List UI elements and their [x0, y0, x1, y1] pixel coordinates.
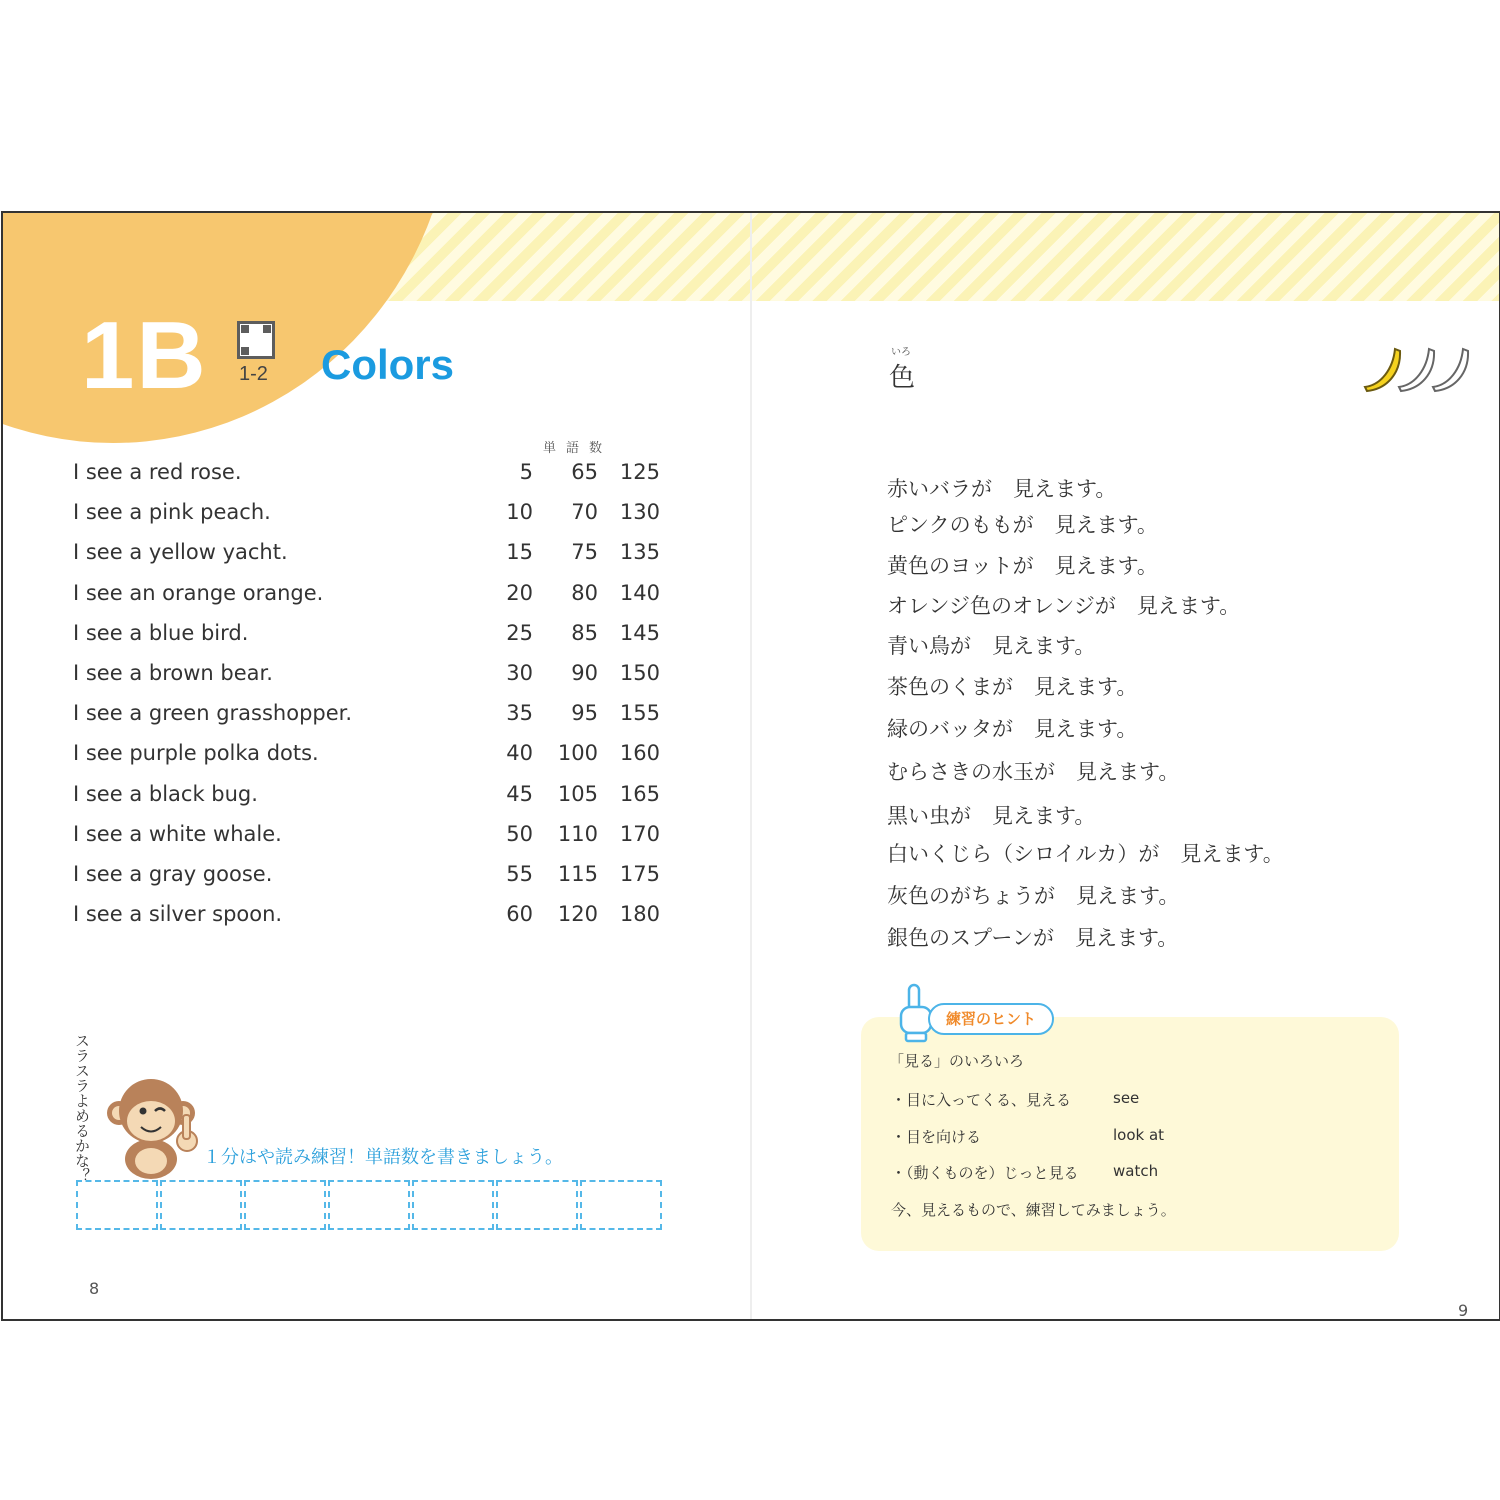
word-count: 15	[506, 540, 533, 565]
hint-intro: 「見る」のいろいろ	[889, 1052, 1025, 1070]
sentence-row	[73, 581, 663, 621]
word-count: 85	[571, 620, 598, 645]
word-count-input-box[interactable]	[244, 1180, 326, 1230]
sentence-text: I see a brown bear.	[73, 661, 273, 685]
sentence-text: I see a blue bird.	[73, 620, 249, 645]
header-circle	[1, 211, 453, 443]
word-count: 75	[571, 540, 598, 565]
word-count: 60	[506, 902, 533, 927]
sentence-row	[73, 540, 663, 580]
word-count: 65	[571, 460, 598, 484]
sentence-row	[73, 902, 663, 942]
practice-instruction: １分はや読み練習！単語数を書きましょう。	[203, 1147, 563, 1168]
monkey-speech: スラスラよめるかな？	[73, 1033, 91, 1183]
sentence-row	[73, 862, 663, 902]
sentence-row	[73, 701, 663, 741]
sentence-text: I see purple polka dots.	[73, 741, 319, 766]
word-count: 135	[619, 540, 660, 565]
title-ruby: いろ	[891, 347, 911, 358]
sentence-row	[73, 621, 663, 661]
hint-item-en: see	[1113, 1089, 1140, 1107]
word-count-header: 単語数	[543, 441, 613, 456]
translation-line: オレンジ色のオレンジが 見えます。	[887, 594, 1241, 618]
word-count: 50	[506, 821, 533, 846]
word-count: 35	[506, 701, 533, 726]
word-count: 40	[506, 741, 533, 766]
word-count: 180	[619, 902, 660, 927]
hint-item-ja: ・目を向ける	[891, 1128, 982, 1146]
word-count: 30	[506, 661, 533, 685]
word-count-input-box[interactable]	[160, 1180, 242, 1230]
difficulty-rating	[1359, 343, 1471, 397]
word-count-input-box[interactable]	[580, 1180, 662, 1230]
word-count: 145	[619, 620, 660, 645]
word-count-input-box[interactable]	[496, 1180, 578, 1230]
word-count: 175	[619, 862, 660, 886]
translation-line: 赤いバラが 見えます。	[887, 477, 1117, 501]
word-count: 45	[506, 781, 533, 806]
word-count: 125	[619, 460, 660, 484]
hint-item-ja: ・（動くものを）じっと見る	[891, 1164, 1079, 1182]
word-count: 100	[557, 741, 598, 766]
translation-line: むらさきの水玉が 見えます。	[887, 760, 1180, 784]
sentence-row	[73, 661, 663, 701]
sentence-text: I see a silver spoon.	[73, 902, 283, 927]
word-count: 155	[619, 701, 660, 726]
unit-number: 1B	[81, 302, 208, 409]
translation-line: 灰色のがちょうが 見えます。	[887, 884, 1180, 908]
word-count: 115	[557, 862, 598, 886]
word-count: 170	[619, 821, 660, 846]
word-count: 130	[619, 500, 660, 525]
page-title: Colors	[321, 341, 455, 388]
sentence-row	[73, 741, 663, 781]
sentence-text: I see a white whale.	[73, 821, 282, 846]
sentence-text: I see a yellow yacht.	[73, 540, 288, 565]
word-count: 140	[619, 580, 660, 605]
word-count: 105	[557, 781, 598, 806]
qr-label: 1-2	[239, 363, 268, 385]
word-count-input-box[interactable]	[76, 1180, 158, 1230]
word-count: 150	[619, 661, 660, 685]
translation-line: 黒い虫が 見えます。	[887, 804, 1096, 828]
word-count: 25	[506, 620, 533, 645]
translation-line: 銀色のスプーンが 見えます。	[887, 926, 1179, 950]
word-count-input-box[interactable]	[328, 1180, 410, 1230]
word-count: 165	[619, 781, 660, 806]
sentence-row	[73, 822, 663, 862]
sentence-row	[73, 782, 663, 822]
sentence-text: I see a black bug.	[73, 781, 258, 806]
translation-line: 緑のバッタが 見えます。	[887, 717, 1138, 741]
word-count: 120	[557, 902, 598, 927]
word-count: 80	[571, 580, 598, 605]
sentence-text: I see an orange orange.	[73, 580, 324, 605]
translation-line: 茶色のくまが 見えます。	[887, 675, 1138, 699]
banana-icon-filled	[1365, 349, 1400, 391]
word-count: 110	[557, 821, 598, 846]
sentence-row	[73, 500, 663, 540]
word-count: 90	[571, 661, 598, 685]
page-number-right: 9	[1458, 1301, 1469, 1320]
sentence-text: I see a green grasshopper.	[73, 701, 353, 726]
translation-line: 白いくじら（シロイルカ）が 見えます。	[887, 842, 1284, 866]
hint-tab: 練習のヒント	[928, 1003, 1054, 1035]
banana-icon-empty	[1399, 349, 1434, 391]
word-count: 10	[506, 500, 533, 525]
sentence-text: I see a gray goose.	[73, 862, 273, 886]
word-count: 5	[519, 460, 533, 484]
hint-item-en: look at	[1113, 1126, 1165, 1144]
banana-icon-empty	[1433, 349, 1468, 391]
right-page-title	[889, 347, 916, 394]
book-spread	[1, 211, 1500, 1321]
hint-closing: 今、見えるもので、練習してみましょう。	[891, 1201, 1176, 1219]
sentence-text: I see a red rose.	[73, 460, 242, 484]
word-count-boxes	[76, 1180, 664, 1230]
translation-line: 青い鳥が 見えます。	[887, 634, 1096, 658]
header-stripes	[363, 213, 1499, 301]
sentence-text: I see a pink peach.	[73, 500, 271, 525]
monkey-icon	[103, 1071, 213, 1185]
word-count: 20	[506, 580, 533, 605]
translation-line: 黄色のヨットが 見えます。	[887, 554, 1158, 578]
qr-code-icon[interactable]	[237, 321, 275, 359]
hint-item-ja: ・目に入ってくる、見える	[891, 1091, 1072, 1109]
word-count: 70	[571, 500, 598, 525]
word-count-input-box[interactable]	[412, 1180, 494, 1230]
word-count: 160	[619, 741, 660, 766]
word-count: 95	[571, 701, 598, 726]
word-count: 55	[506, 862, 533, 886]
page-gutter	[750, 213, 752, 1319]
title-text: 色	[889, 363, 916, 393]
sentence-row	[73, 460, 663, 500]
page-number-left: 8	[89, 1279, 100, 1298]
hint-item-en: watch	[1113, 1162, 1159, 1180]
translation-line: ピンクのももが 見えます。	[887, 513, 1158, 537]
